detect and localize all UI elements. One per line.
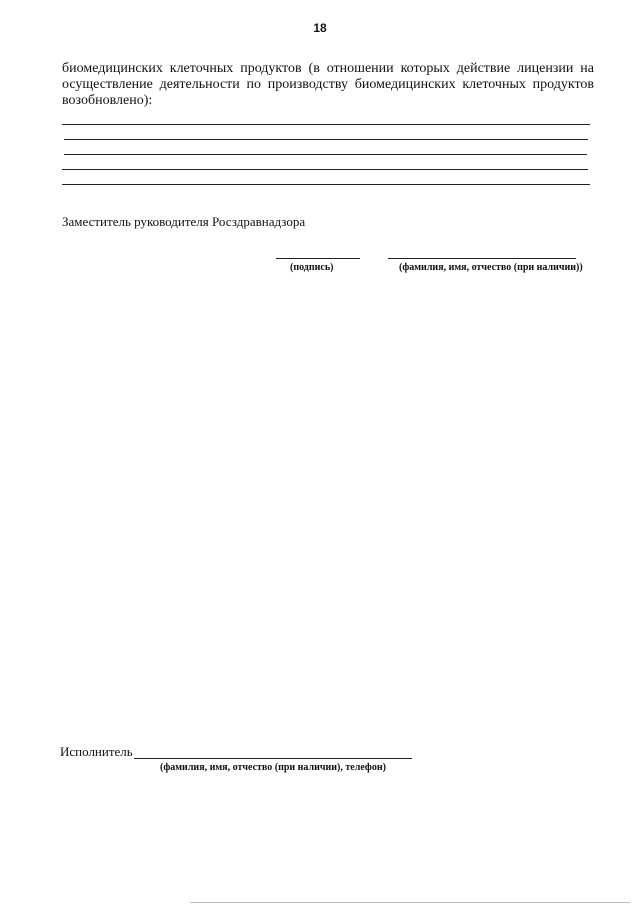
executor-line	[134, 758, 412, 759]
signer-title: Заместитель руководителя Росздравнадзора	[62, 214, 306, 229]
blank-line	[64, 139, 588, 140]
name-caption: (фамилия, имя, отчество (при наличии))	[399, 262, 583, 273]
executor-label: Исполнитель	[60, 744, 133, 759]
blank-line	[64, 154, 587, 155]
page-number: 18	[313, 21, 327, 35]
blank-line	[62, 184, 590, 185]
body-paragraph: биомедицинских клеточных продуктов (в отношении которых действие лицензии на осуществление деятельности по производству биомедицинских клеточных продуктов возобновлено):	[62, 61, 594, 108]
blank-line	[62, 124, 590, 125]
blank-line	[62, 169, 588, 170]
executor-caption: (фамилия, имя, отчество (при наличии), телефон)	[160, 762, 386, 773]
name-line	[388, 258, 576, 259]
signature-caption: (подпись)	[290, 262, 334, 273]
signature-line	[276, 258, 360, 259]
scan-edge-mark	[190, 902, 630, 903]
